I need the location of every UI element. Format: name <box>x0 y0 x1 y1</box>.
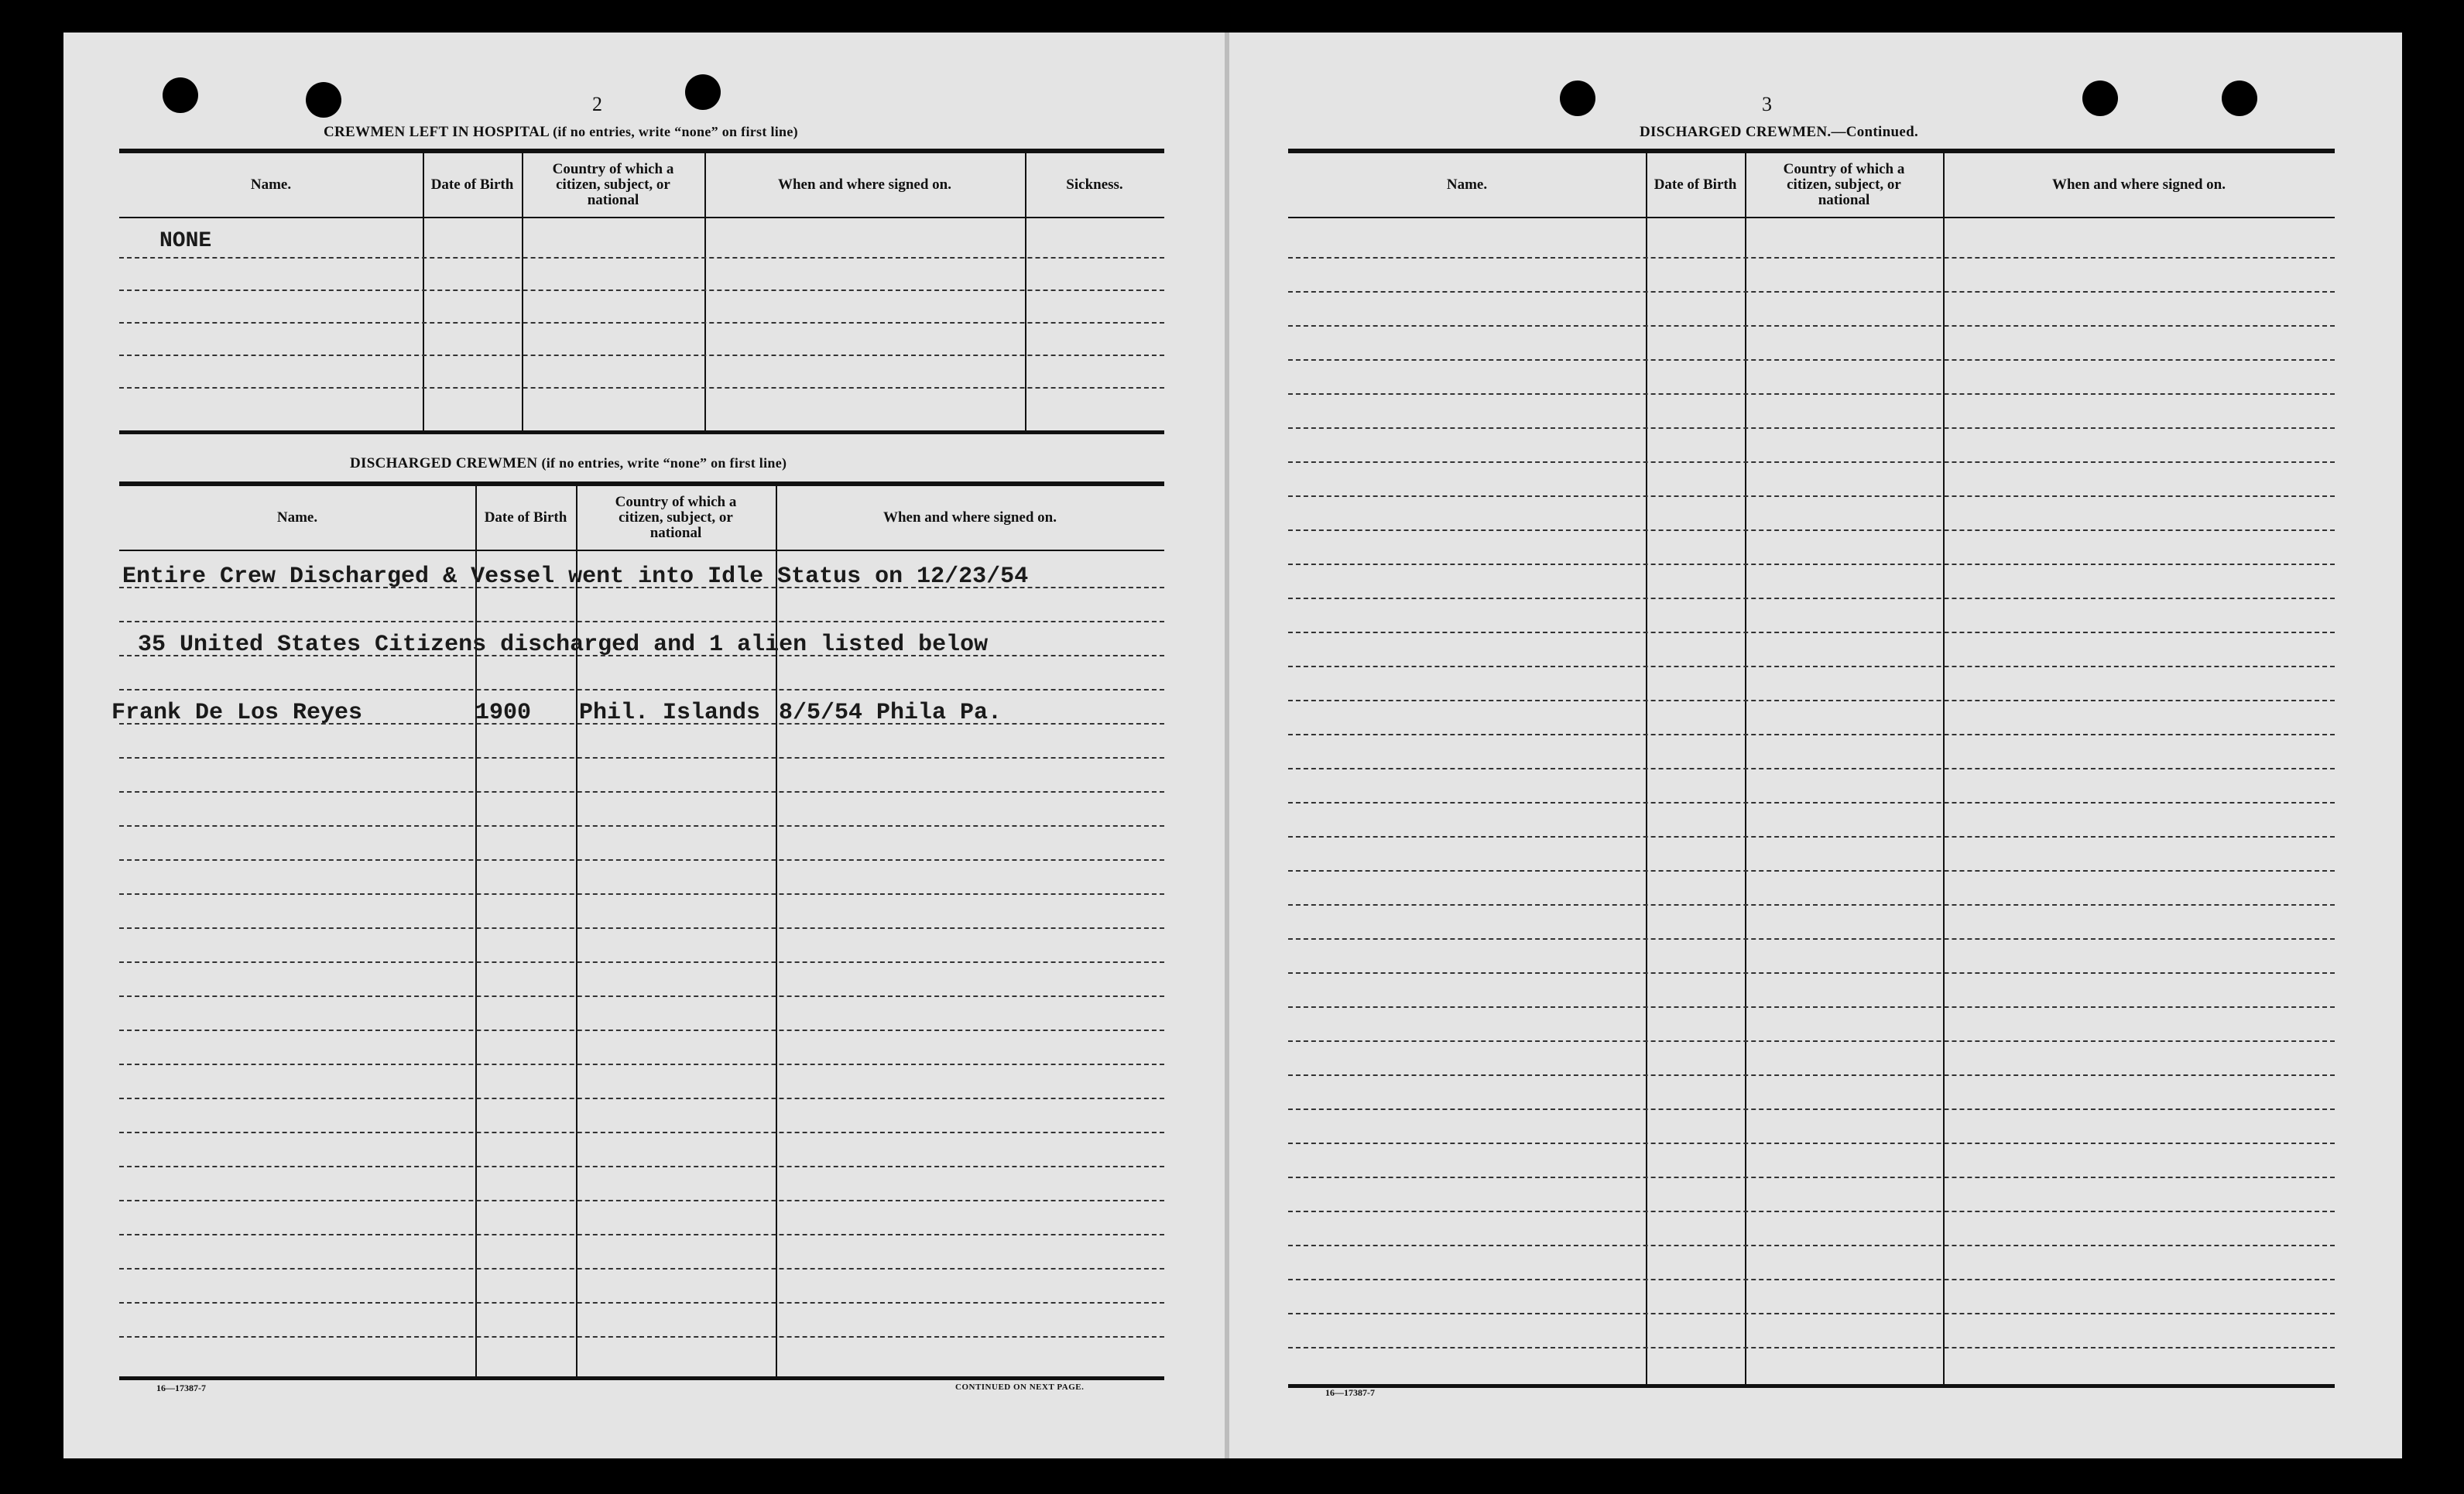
continued-note: CONTINUED ON NEXT PAGE. <box>955 1383 1085 1392</box>
header-name: Name. <box>250 176 292 194</box>
punch-hole <box>306 82 341 118</box>
typed-line-1: Entire Crew Discharged & Vessel went into Idle Status on 12/23/54 <box>122 564 1029 590</box>
punch-hole <box>163 77 198 113</box>
column-divider <box>576 486 577 1376</box>
ruled-line <box>1288 1143 2335 1144</box>
ruled-line <box>1288 598 2335 599</box>
column-divider <box>423 153 424 430</box>
ruled-line <box>1288 291 2335 293</box>
header-signed-on: When and where signed on. <box>882 509 1057 526</box>
ruled-line <box>1288 1347 2335 1348</box>
ruled-line <box>119 961 1164 963</box>
column-divider <box>522 153 523 430</box>
ruled-line <box>1288 938 2335 940</box>
discharged-instruction: (if no entries, write “none” on first line) <box>541 455 787 471</box>
ruled-line <box>1288 1211 2335 1212</box>
ruled-line <box>1288 1177 2335 1178</box>
header-country: Country of which a citizen, subject, or national <box>615 494 737 541</box>
punch-hole <box>2082 81 2118 116</box>
column-divider <box>704 153 706 430</box>
ruled-line <box>119 322 1164 324</box>
ruled-line <box>119 1030 1164 1031</box>
ruled-line <box>1288 359 2335 361</box>
ruled-line <box>1288 904 2335 906</box>
ruled-line <box>1288 495 2335 497</box>
column-divider <box>475 486 477 1376</box>
ruled-line <box>1288 427 2335 429</box>
ruled-line <box>1288 1074 2335 1076</box>
ruled-line <box>119 927 1164 929</box>
ruled-line <box>1288 393 2335 395</box>
form-code-left: 16—17387-7 <box>156 1383 206 1393</box>
ruled-line <box>1288 836 2335 838</box>
discharged-table <box>111 481 1164 1380</box>
ruled-line <box>1288 1245 2335 1246</box>
typed-line-2: 35 United States Citizens discharged and 1 alien listed below <box>138 632 989 658</box>
column-divider <box>1025 153 1026 430</box>
crew-country: Phil. Islands <box>579 700 761 726</box>
punch-hole <box>1560 81 1595 116</box>
page-number-left: 2 <box>592 93 602 115</box>
header-date-of-birth: Date of Birth <box>1654 176 1737 194</box>
ruled-line <box>1288 734 2335 735</box>
crew-signed-on: 8/5/54 Phila Pa. <box>779 700 1002 726</box>
header-signed-on: When and where signed on. <box>2051 176 2226 194</box>
hospital-entry: NONE <box>159 229 212 253</box>
header-date-of-birth: Date of Birth <box>430 176 514 194</box>
header-country: Country of which a citizen, subject, or national <box>552 161 674 208</box>
ruled-line <box>119 621 1164 622</box>
ruled-line <box>1288 632 2335 633</box>
ruled-line <box>1288 1040 2335 1042</box>
ruled-line <box>119 1302 1164 1304</box>
header-date-of-birth: Date of Birth <box>484 509 567 526</box>
ruled-line <box>119 825 1164 827</box>
ruled-line <box>1288 1279 2335 1280</box>
hospital-title-text: CREWMEN LEFT IN HOSPITAL <box>324 124 550 140</box>
ruled-line <box>1288 1313 2335 1314</box>
hospital-table <box>119 149 1164 434</box>
ruled-line <box>119 1166 1164 1167</box>
ruled-line <box>119 893 1164 895</box>
discharged-continued-table <box>1288 149 2335 1388</box>
ruled-line <box>119 1098 1164 1099</box>
ruled-line <box>1288 700 2335 701</box>
hospital-instruction: (if no entries, write “none” on first line) <box>553 124 798 139</box>
ruled-line <box>1288 666 2335 667</box>
page-number-right: 3 <box>1762 93 1772 115</box>
ruled-line <box>119 689 1164 690</box>
header-name: Name. <box>276 509 318 526</box>
ruled-line <box>119 791 1164 793</box>
ruled-line <box>1288 802 2335 804</box>
ruled-line <box>119 859 1164 861</box>
header-signed-on: When and where signed on. <box>777 176 951 194</box>
ruled-line <box>1288 1109 2335 1110</box>
ruled-line <box>1288 870 2335 872</box>
ruled-line <box>119 1132 1164 1133</box>
ruled-line <box>119 1336 1164 1338</box>
ruled-line <box>1288 257 2335 259</box>
discharged-title-text: DISCHARGED CREWMEN <box>350 455 538 471</box>
form-code-right: 16—17387-7 <box>1325 1387 1375 1398</box>
punch-hole <box>685 74 721 110</box>
crew-name: Frank De Los Reyes <box>111 700 363 726</box>
ruled-line <box>1288 564 2335 565</box>
ruled-line <box>119 995 1164 997</box>
discharged-section-title <box>350 455 786 472</box>
hospital-section-title <box>324 124 798 141</box>
header-country: Country of which a citizen, subject, or national <box>1783 161 1905 208</box>
column-divider <box>776 486 777 1376</box>
right-section-title: DISCHARGED CREWMEN.—Continued. <box>1640 124 1919 140</box>
ruled-line <box>1288 1006 2335 1008</box>
ruled-line <box>119 1268 1164 1270</box>
ruled-line <box>119 355 1164 356</box>
ruled-line <box>1288 325 2335 327</box>
ruled-line <box>1288 529 2335 531</box>
punch-hole <box>2222 81 2257 116</box>
ruled-line <box>1288 972 2335 974</box>
header-sickness: Sickness. <box>1066 176 1123 194</box>
ruled-line <box>119 290 1164 291</box>
crew-birth: 1900 <box>475 700 532 726</box>
ruled-line <box>119 1234 1164 1235</box>
ruled-line <box>119 1064 1164 1065</box>
ruled-line <box>119 257 1164 259</box>
header-name: Name. <box>1446 176 1488 194</box>
ruled-line <box>1288 461 2335 463</box>
ruled-line <box>119 1200 1164 1201</box>
ruled-line <box>119 387 1164 389</box>
ruled-line <box>1288 768 2335 769</box>
ruled-line <box>119 757 1164 759</box>
